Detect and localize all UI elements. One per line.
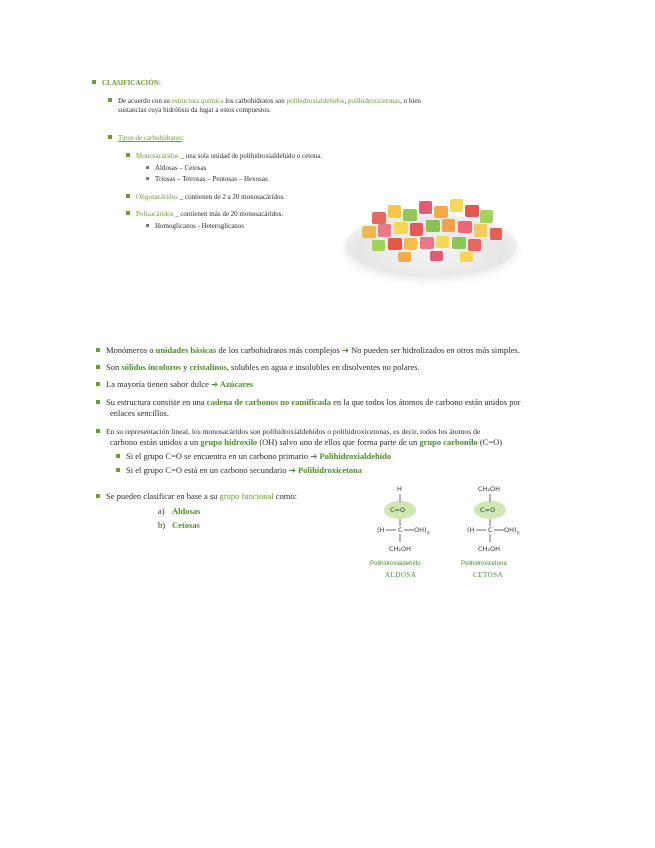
bullet-5-sub1: Si el grupo C=O se encuentra en un carbono primario ➔ Polihidroxialdehído xyxy=(116,451,391,463)
bullet-4: Su estructura consiste en una cadena de carbonos no ramificada en la que todos los átomos de carbono están unidos por xyxy=(96,397,616,408)
structure-lines xyxy=(360,482,560,582)
aldose-label: Polihidroxialdehído xyxy=(370,561,421,567)
classification-heading-row xyxy=(92,79,161,88)
mono-sub1: Aldosas – Cetosas xyxy=(146,164,206,173)
bullet-5-line2: carbono están unidos a un grupo hidroxilo (OH) salvo uno de ellos que forma parte de un grupo carbonilo (C=O) xyxy=(110,437,503,447)
ketose-name: CETOSA xyxy=(473,571,504,579)
bullet-6-b: b) Cetosas xyxy=(158,520,200,530)
types-heading: Tipos de carbohidratos xyxy=(118,134,182,142)
bullet-1: Monómeros o unidades básicas de los carbohidratos más complejos ➔ No pueden ser hidrolizados en otros más simples. xyxy=(96,345,616,357)
aldose-left: (H xyxy=(377,526,385,534)
aldose-right: $OH)_n$ xyxy=(414,526,430,537)
bullet-3: La mayoría tienen sabor dulce ➔ Azúcares xyxy=(96,379,616,391)
arrow-icon: ➔ xyxy=(310,452,318,462)
aldose-bottom: CH₂OH xyxy=(389,545,412,553)
bullet-6-a: a) Aldosas xyxy=(158,506,201,516)
classification-intro: De acuerdo con su estructura química los carbohidratos son polihidroxialdehídos, polihidroxicetonas, o bien xyxy=(108,97,508,106)
bullet-6: Se pueden clasificar en base a su grupo funcional como: xyxy=(96,491,297,502)
bullet-square xyxy=(108,135,112,139)
arrow-icon: ➔ xyxy=(341,346,350,356)
aldose-carbonyl: C=O xyxy=(390,506,406,514)
aldose-name: ALDOSA xyxy=(385,571,417,579)
mono-row: Monosacáridos _ una sola unidad de polihidroxialdehído o cetona. xyxy=(126,152,322,161)
bullet-square xyxy=(108,98,112,102)
ketose-carbonyl: C=O xyxy=(480,506,496,514)
bullet-square xyxy=(126,211,130,215)
poli-row: Polisacáridos _ contienen más de 20 monosacáridos. xyxy=(126,210,283,219)
bullet-square xyxy=(126,153,130,157)
bullet-5: En su representación lineal, los monosacáridos son polihidroxialdehídos o polihidroxicetonas, es decir, todos los átomos de xyxy=(96,426,626,437)
bullet-5-sub2: Si el grupo C=O está en un carbono secundario ➔ Polihidroxicetona xyxy=(116,465,362,477)
arrow-icon: ➔ xyxy=(211,380,219,390)
ketose-bottom: CH₂OH xyxy=(478,545,501,553)
classification-intro-line2: sustancias cuya hidrólisis da lugar a estos compuestos. xyxy=(118,106,271,114)
ketose-label: Polihidroxicetona xyxy=(461,561,507,567)
ketose-right: $OH)_n$ xyxy=(504,526,520,537)
ketose-mid: C xyxy=(488,526,493,534)
bullet-square xyxy=(126,194,130,198)
classification-heading: CLASIFICACIÓN: xyxy=(102,79,162,87)
bullet-4-line2: enlaces sencillos. xyxy=(110,408,170,418)
ketose-top: CH₂OH xyxy=(478,485,501,493)
mono-sub2: Triosas – Tetrosas – Pentosas – Hexosas xyxy=(146,175,268,184)
poli-sub1: Homoglicanos - Heteroglicanos xyxy=(146,222,244,231)
arrow-icon: ➔ xyxy=(288,466,296,476)
oligo-row: Oligosacáridos _ contienen de 2 a 20 monosacáridos. xyxy=(126,193,285,202)
ketose-left: (H xyxy=(467,526,475,534)
bullet-2: Son sólidos incoloros y cristalinos, solubles en agua e insolubles en disolventes no polares. xyxy=(96,362,616,373)
aldose-mid: C xyxy=(398,526,403,534)
aldose-top: H xyxy=(397,485,402,493)
types-heading-row: Tipos de carbohidratos: xyxy=(108,134,184,143)
bullet-square xyxy=(92,80,96,84)
